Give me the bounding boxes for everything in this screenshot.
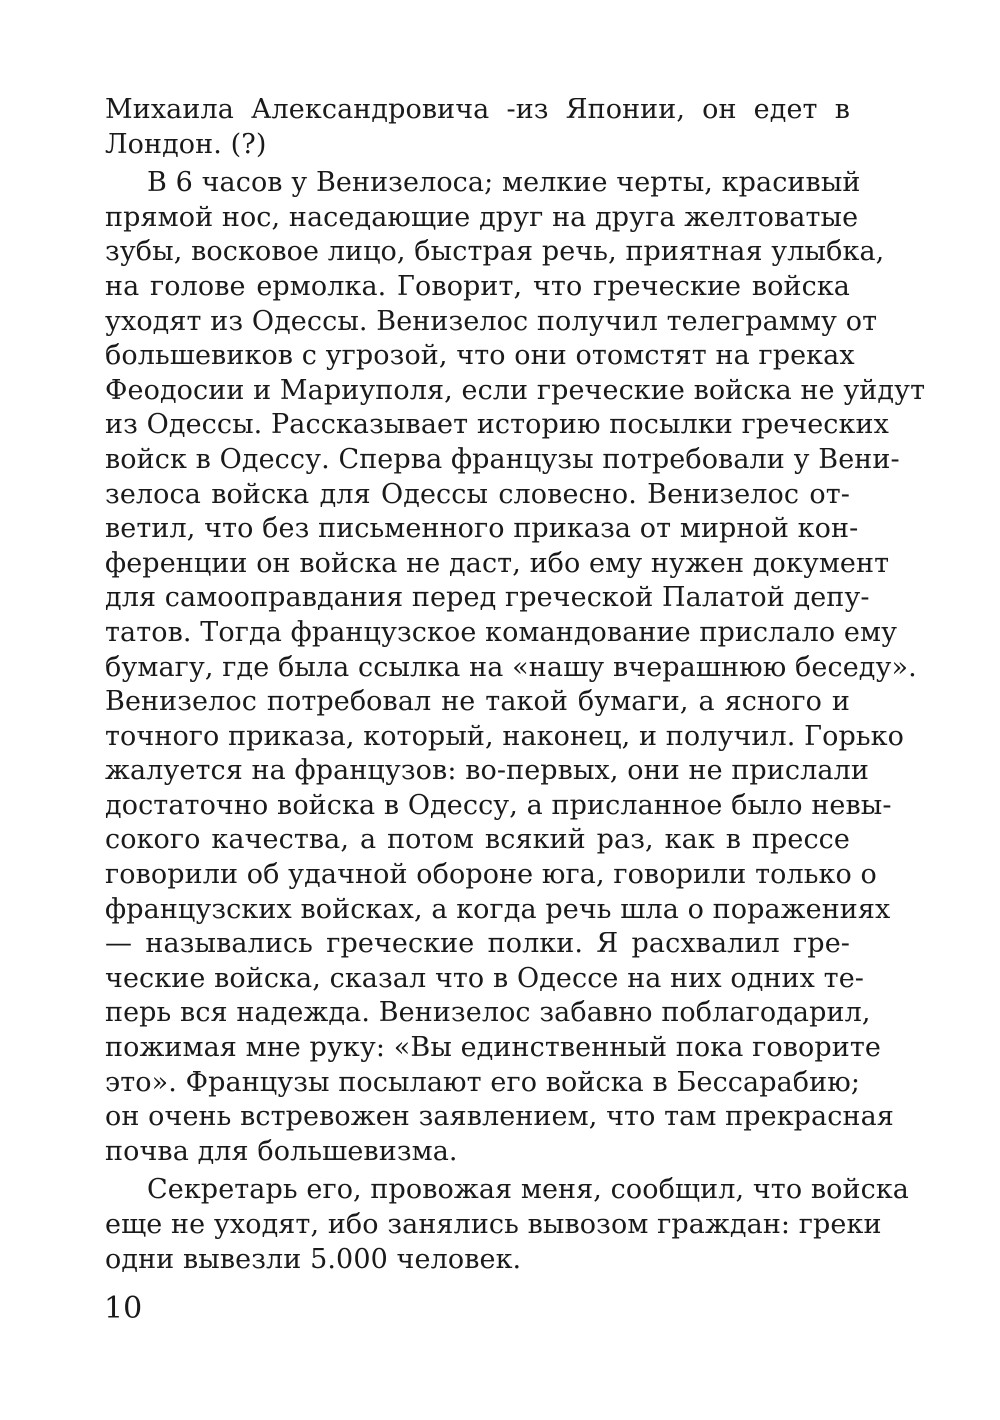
- text-line: достаточно войска в Одессу, а присланное было невы-: [105, 789, 892, 821]
- text-line: почва для большевизма.: [105, 1135, 458, 1167]
- text-line: татов. Тогда французское командование прислало ему: [105, 616, 898, 648]
- paragraph: [105, 166, 926, 1169]
- text-line: зелоса войска для Одессы словесно. Венизелос от-: [105, 478, 850, 510]
- text-line: ференции он войска не даст, ибо ему нужен документ: [105, 547, 890, 579]
- text-line: Феодосии и Мариуполя, если греческие войска не уйдут: [105, 374, 926, 406]
- text-line: большевиков с угрозой, что они отомстят на греках: [105, 340, 855, 372]
- text-line: бумагу, где была ссылка на «нашу вчерашнюю беседу».: [105, 651, 917, 683]
- text-line: пожимая мне руку: «Вы единственный пока говорите: [105, 1032, 881, 1064]
- text-line: одни вывезли 5.000 человек.: [105, 1243, 522, 1275]
- text-line: Михаила Александровича -из Японии, он едет в: [105, 94, 850, 125]
- body-text: [105, 93, 926, 1277]
- text-line: В 6 часов у Венизелоса; мелкие черты, красивый: [147, 167, 861, 199]
- text-line: точного приказа, который, наконец, и получил. Горько: [105, 720, 904, 752]
- text-line: перь вся надежда. Венизелос забавно поблагодарил,: [105, 997, 871, 1029]
- text-line: для самооправдания перед греческой Палатой депу-: [105, 582, 870, 614]
- text-line: из Одессы. Рассказывает историю посылки греческих: [105, 409, 889, 441]
- text-line: еще не уходят, ибо занялись вывозом граждан: греки: [105, 1209, 882, 1240]
- text-line: Лондон. (?): [105, 128, 267, 160]
- text-line: говорили об удачной обороне юга, говорили только о: [105, 859, 877, 891]
- text-line: войск в Одессу. Сперва французы потребовали у Вени-: [105, 443, 900, 475]
- text-line: прямой нос, наседающие друг на друга желтоватые: [105, 201, 859, 233]
- text-line: французских войсках, а когда речь шла о поражениях: [105, 893, 891, 925]
- text-line: он очень встревожен заявлением, что там прекрасная: [105, 1101, 894, 1133]
- paragraph: [105, 93, 850, 162]
- text-line: на голове ермолка. Говорит, что греческие войска: [105, 270, 850, 302]
- paragraph: [105, 1173, 910, 1277]
- text-line: Секретарь его, провожая меня, сообщил, что войска: [147, 1174, 910, 1206]
- text-line: уходят из Одессы. Венизелос получил телеграмму от: [105, 305, 878, 337]
- text-line: ческие войска, сказал что в Одессе на них одних те-: [105, 962, 864, 994]
- text-line: сокого качества, а потом всякий раз, как в прессе: [105, 824, 850, 856]
- text-line: жалуется на французов: во-первых, они не прислали: [105, 755, 869, 787]
- text-line: — назывались греческие полки. Я расхвалил гре-: [105, 928, 850, 960]
- text-line: зубы, восковое лицо, быстрая речь, приятная улыбка,: [105, 236, 885, 268]
- text-line: Венизелос потребовал не такой бумаги, а ясного и: [105, 686, 850, 718]
- text-line: это». Французы посылают его войска в Бессарабию;: [105, 1066, 861, 1098]
- text-line: ветил, что без письменного приказа от мирной кон-: [105, 513, 859, 545]
- page-number: 10: [104, 1291, 143, 1326]
